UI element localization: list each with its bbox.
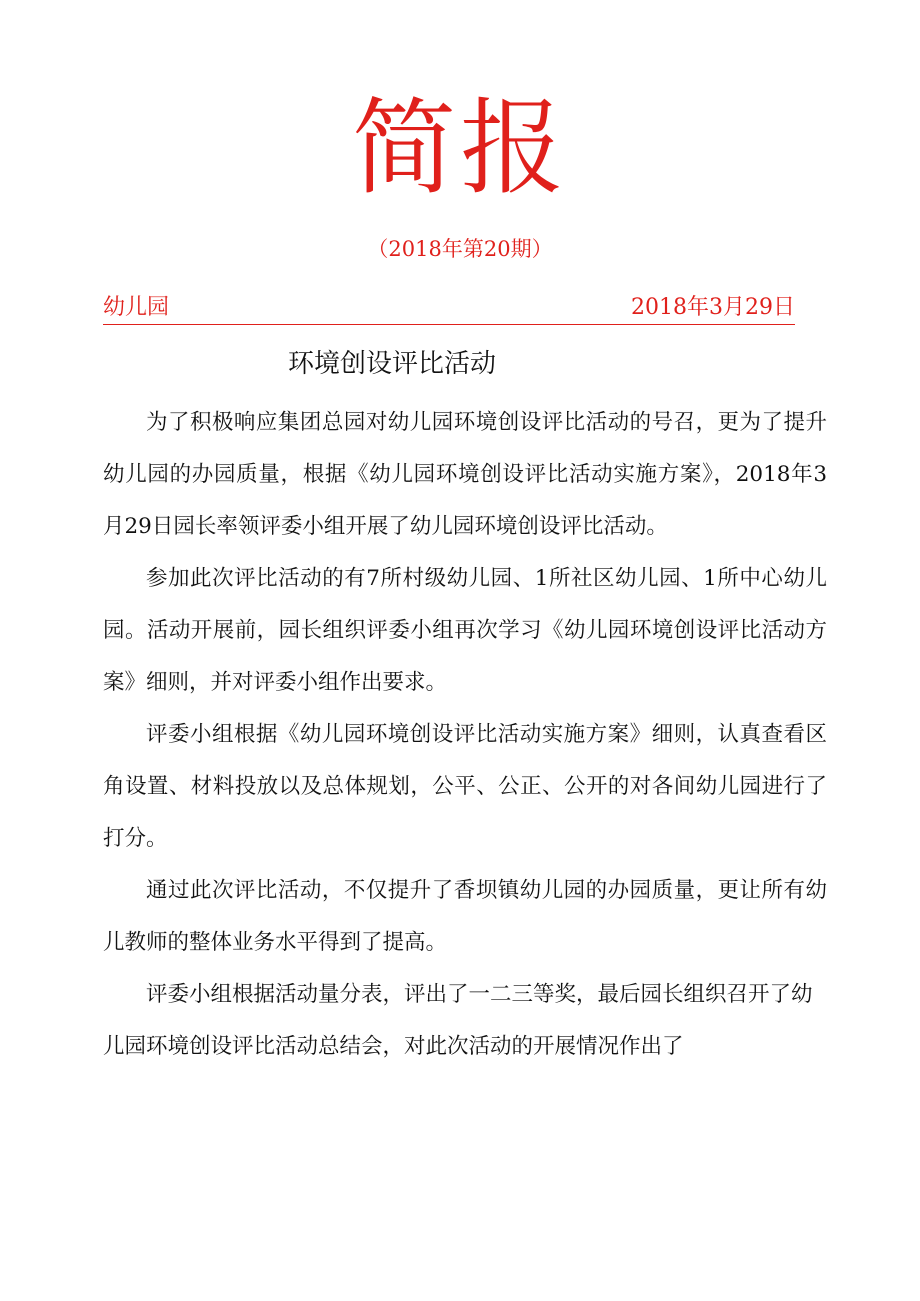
- article-title: 环境创设评比活动: [288, 349, 497, 379]
- paragraph: 评委小组根据《幼儿园环境创设评比活动实施方案》细则，认真查看区角设置、材料投放以及总体规划，公平、公正、公开的对各间幼儿园进行了打分。: [103, 722, 827, 851]
- paragraph: 评委小组根据活动量分表，评出了一二三等奖，最后园长组织召开了幼儿园环境创设评比活动总结会，对此次活动的开展情况作出了: [103, 982, 813, 1059]
- publish-date: 2018年3月29日: [631, 295, 795, 320]
- organization-name: 幼儿园: [103, 295, 170, 320]
- issue-number: （2018年第20期）: [367, 237, 553, 261]
- paragraph: 为了积极响应集团总园对幼儿园环境创设评比活动的号召，更为了提升幼儿园的办园质量，根据《幼儿园环境创设评比活动实施方案》，2018年3月29日园长率领评委小组开展了幼儿园环境创设评比活动。: [103, 410, 827, 539]
- article-body: [103, 397, 827, 1073]
- dateline: [103, 294, 795, 325]
- paragraph: 参加此次评比活动的有7所村级幼儿园、1所社区幼儿园、1所中心幼儿园。活动开展前，园长组织评委小组再次学习《幼儿园环境创设评比活动方案》细则，并对评委小组作出要求。: [103, 566, 827, 695]
- masthead-title: 简报: [351, 87, 568, 209]
- paragraph: 通过此次评比活动，不仅提升了香坝镇幼儿园的办园质量，更让所有幼儿教师的整体业务水平得到了提高。: [103, 878, 827, 955]
